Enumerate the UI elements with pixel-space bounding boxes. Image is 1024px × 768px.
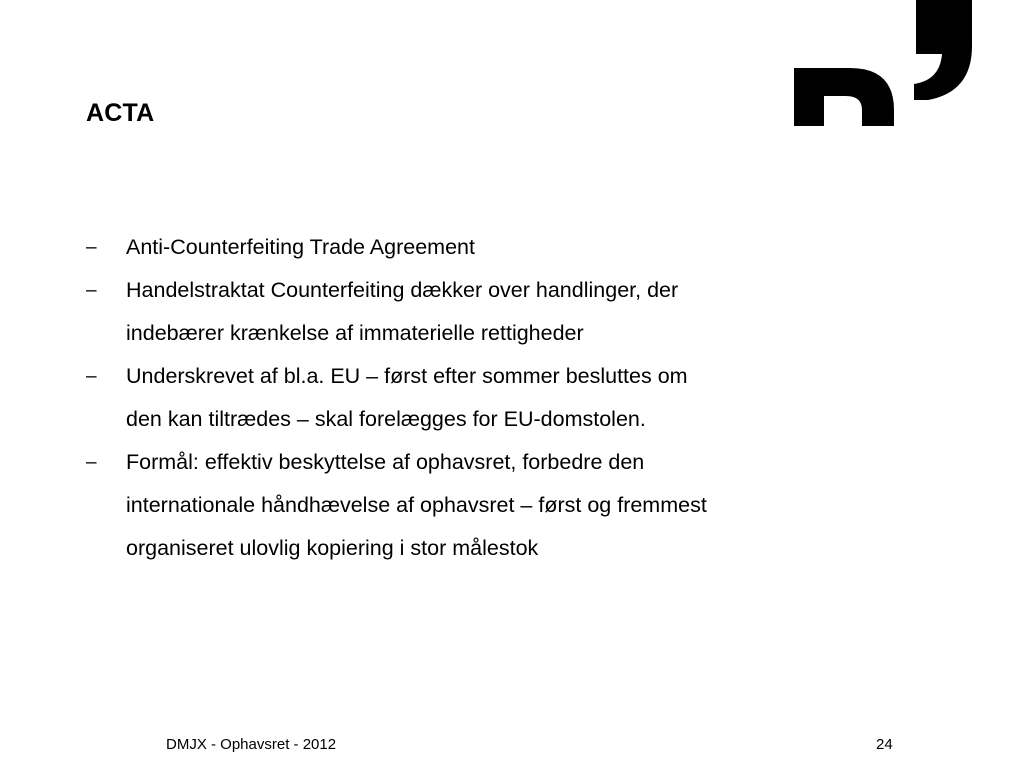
- bullet-dash: –: [86, 452, 97, 473]
- dmjx-logo-icon: [790, 0, 980, 130]
- list-item: [86, 441, 726, 570]
- list-item: [86, 355, 726, 441]
- logo-apostrophe-shape: [914, 0, 972, 100]
- page-number: 24: [876, 736, 893, 753]
- bullet-dash: –: [86, 366, 97, 387]
- bullet-list: [86, 226, 726, 570]
- bullet-dash: –: [86, 237, 97, 258]
- slide-title: ACTA: [86, 99, 155, 127]
- bullet-text: Handelstraktat Counterfeiting dækker over handlinger, der indebærer krænkelse af immaterielle rettigheder: [126, 278, 679, 345]
- logo-d-shape: [794, 68, 894, 126]
- list-item: [86, 269, 726, 355]
- bullet-text: Underskrevet af bl.a. EU – først efter sommer besluttes om den kan tiltrædes – skal forelægges for EU-domstolen.: [126, 364, 688, 431]
- bullet-text: Anti-Counterfeiting Trade Agreement: [126, 235, 475, 259]
- bullet-dash: –: [86, 280, 97, 301]
- list-item: [86, 226, 726, 269]
- footer-text: DMJX - Ophavsret - 2012: [166, 736, 337, 753]
- bullet-text: Formål: effektiv beskyttelse af ophavsret, forbedre den internationale håndhævelse af ophavsret – først og fremmest organiseret ulovlig kopiering i stor målestok: [126, 450, 707, 560]
